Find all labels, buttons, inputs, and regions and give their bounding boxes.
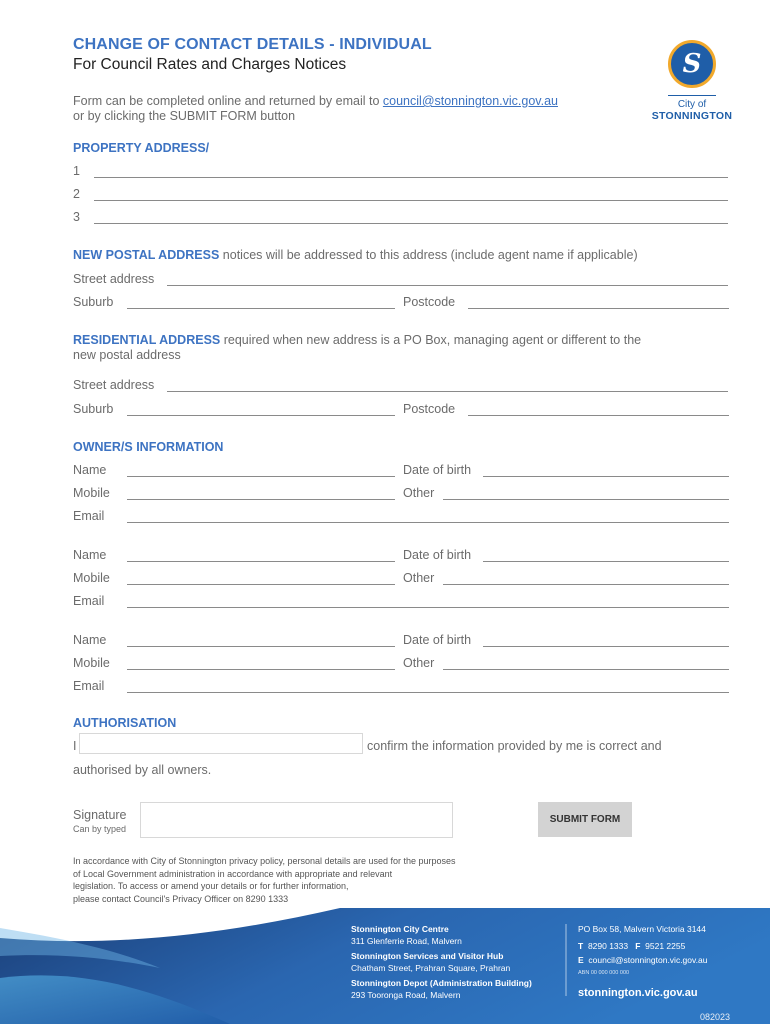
property-address-field-3[interactable] [94,223,728,224]
footer-phone: 8290 1333 [587,941,629,951]
footer-email-row [578,955,707,965]
owner2-mobile-field[interactable] [127,584,395,585]
owner1-dob-field[interactable] [483,476,729,477]
footer-phone-label: T [578,941,584,951]
owner3-name-field[interactable] [127,646,395,647]
privacy-line-3: legislation. To access or amend your details or for further information, [73,881,349,891]
footer-email: council@stonnington.vic.gov.au [588,955,708,965]
footer-abn: ABN 00 000 000 000 [578,970,630,976]
footer-fax: 9521 2255 [645,941,686,951]
postal-street-label: Street address [73,272,155,286]
authorisation-prefix: I [73,739,77,753]
postal-street-field[interactable] [167,285,728,286]
council-email-link[interactable]: council@stonnington.vic.gov.au [382,94,558,108]
postal-postcode-label: Postcode [403,295,456,309]
footer-fax-label: F [635,941,641,951]
form-title: CHANGE OF CONTACT DETAILS - INDIVIDUAL [73,36,432,53]
residential-postcode-field[interactable] [468,415,729,416]
residential-heading-bold: RESIDENTIAL ADDRESS [73,333,221,347]
footer-email-label: E [578,955,584,965]
intro-line-2: or by clicking the SUBMIT FORM button [73,109,296,123]
owner3-dob-label: Date of birth [403,633,472,647]
footer-website: stonnington.vic.gov.au [578,987,698,999]
signature-hint: Can by typed [73,824,127,834]
authorisation-suffix: confirm the information provided by me is correct and [367,739,662,753]
property-address-heading: PROPERTY ADDRESS/ [73,141,210,155]
signature-input[interactable] [140,802,453,838]
privacy-line-1: In accordance with City of Stonnington privacy policy, personal details are used for the purposes [73,856,456,866]
intro-line-1: Form can be completed online and returned by email to [73,94,383,108]
owner3-mobile-label: Mobile [73,656,110,670]
owner2-name-field[interactable] [127,561,395,562]
logo-divider [668,95,716,96]
intro-text [73,94,558,124]
owner2-email-label: Email [73,594,105,608]
owner2-mobile-label: Mobile [73,571,110,585]
privacy-line-4: please contact Council's Privacy Officer on 8290 1333 [73,893,289,904]
form-subtitle: For Council Rates and Charges Notices [73,56,347,73]
form-code: 082023 [700,1012,731,1022]
residential-heading-note-1: required when new address is a PO Box, managing agent or different to the [220,333,642,347]
logo-name: STONNINGTON [651,110,733,122]
postal-address-heading [73,248,638,262]
footer-loc2-name: Stonnington Services and Visitor Hub [351,951,504,961]
owner3-email-field[interactable] [127,692,729,693]
authoriser-name-input[interactable] [79,733,363,754]
signature-label: Signature [73,808,127,822]
owner3-other-field[interactable] [443,669,729,670]
residential-postcode-label: Postcode [403,402,456,416]
owner1-mobile-label: Mobile [73,486,110,500]
owner1-email-label: Email [73,509,105,523]
footer-loc3-name: Stonnington Depot (Administration Building) [351,978,532,988]
property-address-field-2[interactable] [94,200,728,201]
owner3-email-label: Email [73,679,105,693]
owner3-dob-field[interactable] [483,646,729,647]
owner2-email-field[interactable] [127,607,729,608]
footer-loc1-name: Stonnington City Centre [351,924,449,934]
owner1-email-field[interactable] [127,522,729,523]
postal-suburb-field[interactable] [127,308,395,309]
owner2-dob-field[interactable] [483,561,729,562]
property-line-number-2: 2 [73,187,80,201]
privacy-statement [73,855,456,905]
residential-street-label: Street address [73,378,155,392]
residential-street-field[interactable] [167,391,728,392]
postal-suburb-label: Suburb [73,295,114,309]
footer-loc1-address: 311 Glenferrie Road, Malvern [351,936,462,946]
owner1-other-label: Other [403,486,435,500]
footer [0,908,770,1024]
authorisation-heading: AUTHORISATION [73,716,177,730]
footer-loc3-address: 293 Tooronga Road, Malvern [351,990,461,1000]
postal-heading-bold: NEW POSTAL ADDRESS [73,248,220,262]
owner1-name-label: Name [73,463,107,477]
footer-phone-row [578,941,685,951]
residential-suburb-label: Suburb [73,402,114,416]
residential-suburb-field[interactable] [127,415,395,416]
owner3-other-label: Other [403,656,435,670]
owner1-mobile-field[interactable] [127,499,395,500]
property-line-number-3: 3 [73,210,80,224]
property-line-number-1: 1 [73,164,80,178]
owner2-other-field[interactable] [443,584,729,585]
property-address-field-1[interactable] [94,177,728,178]
owner1-dob-label: Date of birth [403,463,472,477]
logo-emblem-icon [668,40,716,88]
owner2-dob-label: Date of birth [403,548,472,562]
owner1-name-field[interactable] [127,476,395,477]
owner3-mobile-field[interactable] [127,669,395,670]
owners-heading: OWNER/S INFORMATION [73,440,224,454]
residential-address-heading [73,333,641,363]
privacy-line-2: of Local Government administration in accordance with appropriate and relevant [73,868,393,879]
submit-form-button[interactable]: SUBMIT FORM [538,802,632,837]
footer-po-box: PO Box 58, Malvern Victoria 3144 [578,924,706,934]
owner3-name-label: Name [73,633,107,647]
postal-postcode-field[interactable] [468,308,729,309]
logo-city: City of [677,99,707,110]
owner2-other-label: Other [403,571,435,585]
owner2-name-label: Name [73,548,107,562]
logo-letter: S [682,49,702,79]
council-logo [648,40,736,122]
postal-heading-note: notices will be addressed to this address (include agent name if applicable) [219,248,638,262]
residential-heading-note-2: new postal address [73,348,181,362]
footer-loc2-address: Chatham Street, Prahran Square, Prahran [351,963,511,973]
authorisation-line-2: authorised by all owners. [73,763,212,777]
owner1-other-field[interactable] [443,499,729,500]
